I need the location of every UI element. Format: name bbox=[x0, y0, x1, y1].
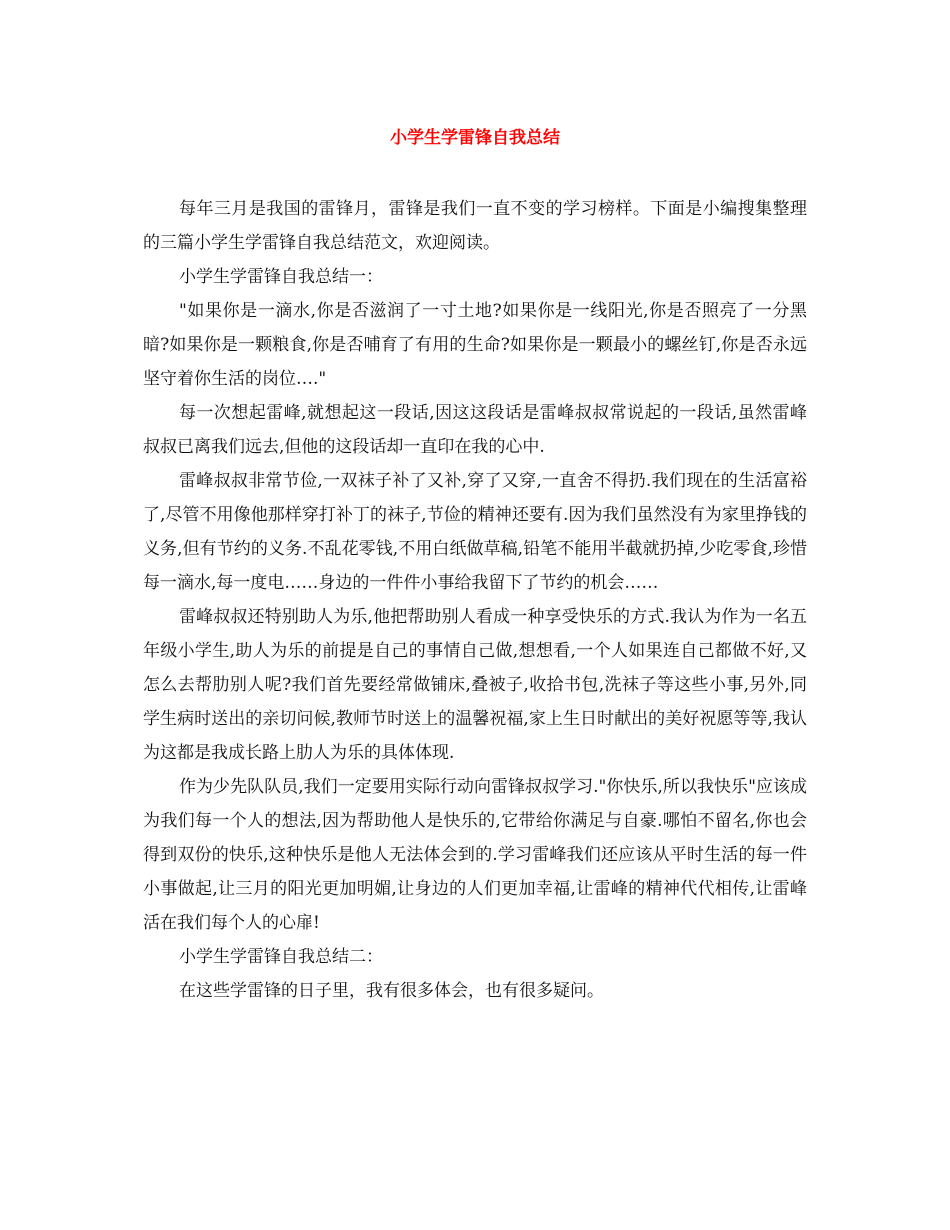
paragraph: 在这些学雷锋的日子里，我有很多体会，也有很多疑问。 bbox=[179, 981, 604, 1001]
paragraph: 雷峰叔叔还特别助人为乐,他把帮助别人看成一种享受快乐的方式.我认为作为一名五年级小学生,助人为乐的前提是自己的事情自己做,想想看,一个人如果连自己都做不好,又怎么去帮肋别人呢?我们首先要经常做铺床,叠被子,收拾书包,洗袜子等这些小事,另外,同学生病时送出的亲切问候,教师节时送上的温馨祝福,家上生日时献出的美好祝愿等等,我认为这都是我成长路上肋人为乐的具体体现. bbox=[143, 607, 807, 763]
paragraph: 每一次想起雷峰,就想起这一段话,因这这段话是雷峰叔叔常说起的一段话,虽然雷峰叔叔已离我们远去,但他的这段话却一直印在我的心中. bbox=[143, 403, 807, 457]
paragraph-intro: 每年三月是我国的雷锋月，雷锋是我们一直不变的学习榜样。下面是小编搜集整理的三篇小学生学雷锋自我总结范文，欢迎阅读。 bbox=[143, 199, 807, 253]
paragraph: 雷峰叔叔非常节俭,一双袜子补了又补,穿了又穿,一直舍不得扔.我们现在的生活富裕了,尽管不用像他那样穿打补丁的袜子,节俭的精神还要有.因为我们虽然没有为家里挣钱的义务,但有节约的义务.不乱花零钱,不用白纸做草稿,铅笔不能用半截就扔掉,少吃零食,珍惜每一滴水,每一度电……身边的一件件小事给我留下了节约的机会…… bbox=[143, 471, 807, 593]
document-title: 小学生学雷锋自我总结 bbox=[390, 128, 560, 148]
paragraph: 作为少先队队员,我们一定要用实际行动向雷锋叔叔学习."你快乐,所以我快乐"应该成为我们每一个人的想法,因为帮助他人是快乐的,它带给你满足与自豪.哪怕不留名,你也会得到双份的快乐,这种快乐是他人无法体会到的.学习雷峰我们还应该从平时生活的每一件小事做起,让三月的阳光更加明媚,让身边的人们更加幸福,让雷峰的精神代代相传,让雷峰活在我们每个人的心扉! bbox=[143, 777, 807, 933]
section-heading-two: 小学生学雷锋自我总结二： bbox=[179, 947, 383, 967]
section-heading-one: 小学生学雷锋自我总结一： bbox=[179, 267, 383, 287]
paragraph-quote: "如果你是一滴水,你是否滋润了一寸土地?如果你是一线阳光,你是否照亮了一分黑暗?如果你是一颗粮食,你是否哺育了有用的生命?如果你是一颗最小的螺丝钉,你是否永远坚守着你生活的岗位…." bbox=[143, 301, 807, 389]
document-body bbox=[143, 192, 807, 1008]
